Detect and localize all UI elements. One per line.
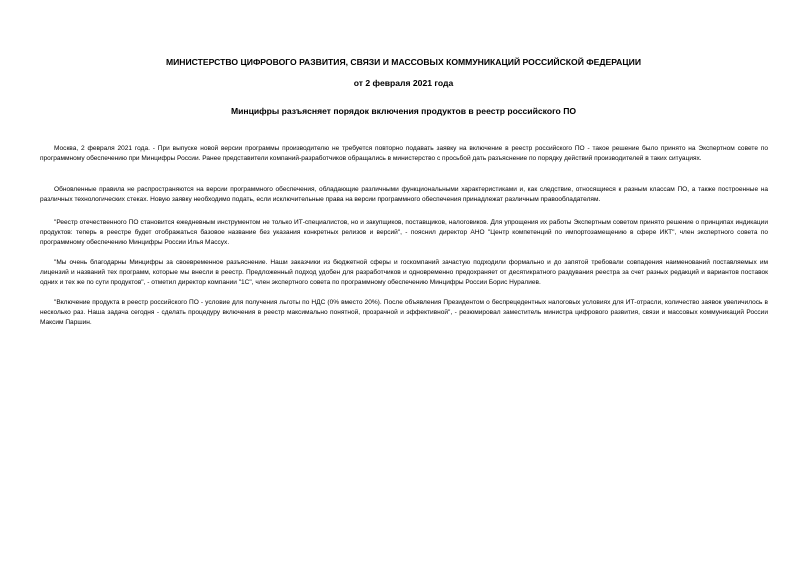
paragraph: Москва, 2 февраля 2021 года. - При выпуске новой версии программы производителю не требуется повторно подавать заявку на включение в реестр российского ПО - такое решение было принято на Экспертном совете по программному обеспечению при Минцифры России. Ранее представители компаний-разработчиков обращались в министерство с просьбой дать разъяснение по порядку действий производителей в таких ситуациях. bbox=[40, 145, 768, 162]
ministry-heading: МИНИСТЕРСТВО ЦИФРОВОГО РАЗВИТИЯ, СВЯЗИ И МАССОВЫХ КОММУНИКАЦИЙ РОССИЙСКОЙ ФЕДЕРАЦИИ bbox=[165, 57, 642, 67]
paragraph: "Реестр отечественного ПО становится ежедневным инструментом не только ИТ-специалистов, но и закупщиков, поставщиков, налоговиков. Для упрощения их работы Экспертным советом принято решение о принципах индикации продуктов: теперь в реестре будет отображаться базовое название без указания конкретных релизов и версий", - пояснил директор АНО "Центр компетенций по импортозамещению в сфере ИКТ", член экспертного совета по программному обеспечению Минцифры России Илья Массух. bbox=[40, 219, 768, 246]
paragraph: Обновленные правила не распространяются на версии программного обеспечения, обладающие различными функциональными характеристиками и, как следствие, относящиеся к разным классам ПО, а также построенные на различных технологических стеках. Новую заявку необходимо подать, если исключительные права на версии программного обеспечения принадлежат различным правообладателям. bbox=[40, 186, 768, 203]
document-date: от 2 февраля 2021 года bbox=[353, 78, 454, 88]
paragraph: "Включение продукта в реестр российского ПО - условие для получения льготы по НДС (0% вместо 20%). После объявления Президентом о беспрецедентных налоговых условиях для ИТ-отрасли, количество заявок увеличилось в несколько раз. Наша задача сегодня - сделать процедуру включения в реестр максимально понятной, прозрачной и эффективной", - резюмировал заместитель министра цифрового развития, связи и массовых коммуникаций России Максим Паршин. bbox=[40, 299, 768, 326]
paragraph: "Мы очень благодарны Минцифры за своевременное разъяснение. Наши заказчики из бюджетной сферы и госкомпаний зачастую подходили формально и до запятой требовали совпадения наименований поставляемых им лицензий и названий тех программ, которые мы внесли в реестр. Предложенный подход удобен для разработчиков и одновременно предохраняет от десятикратного раздувания реестра за счет разных редакций и вариантов поставок одних и тех же по сути продуктов", - отметил директор компании "1С", член экспертного совета по программному обеспечению Минцифры России Борис Нуралиев. bbox=[40, 259, 768, 286]
document-title: Минцифры разъясняет порядок включения продуктов в реестр российского ПО bbox=[230, 106, 577, 116]
